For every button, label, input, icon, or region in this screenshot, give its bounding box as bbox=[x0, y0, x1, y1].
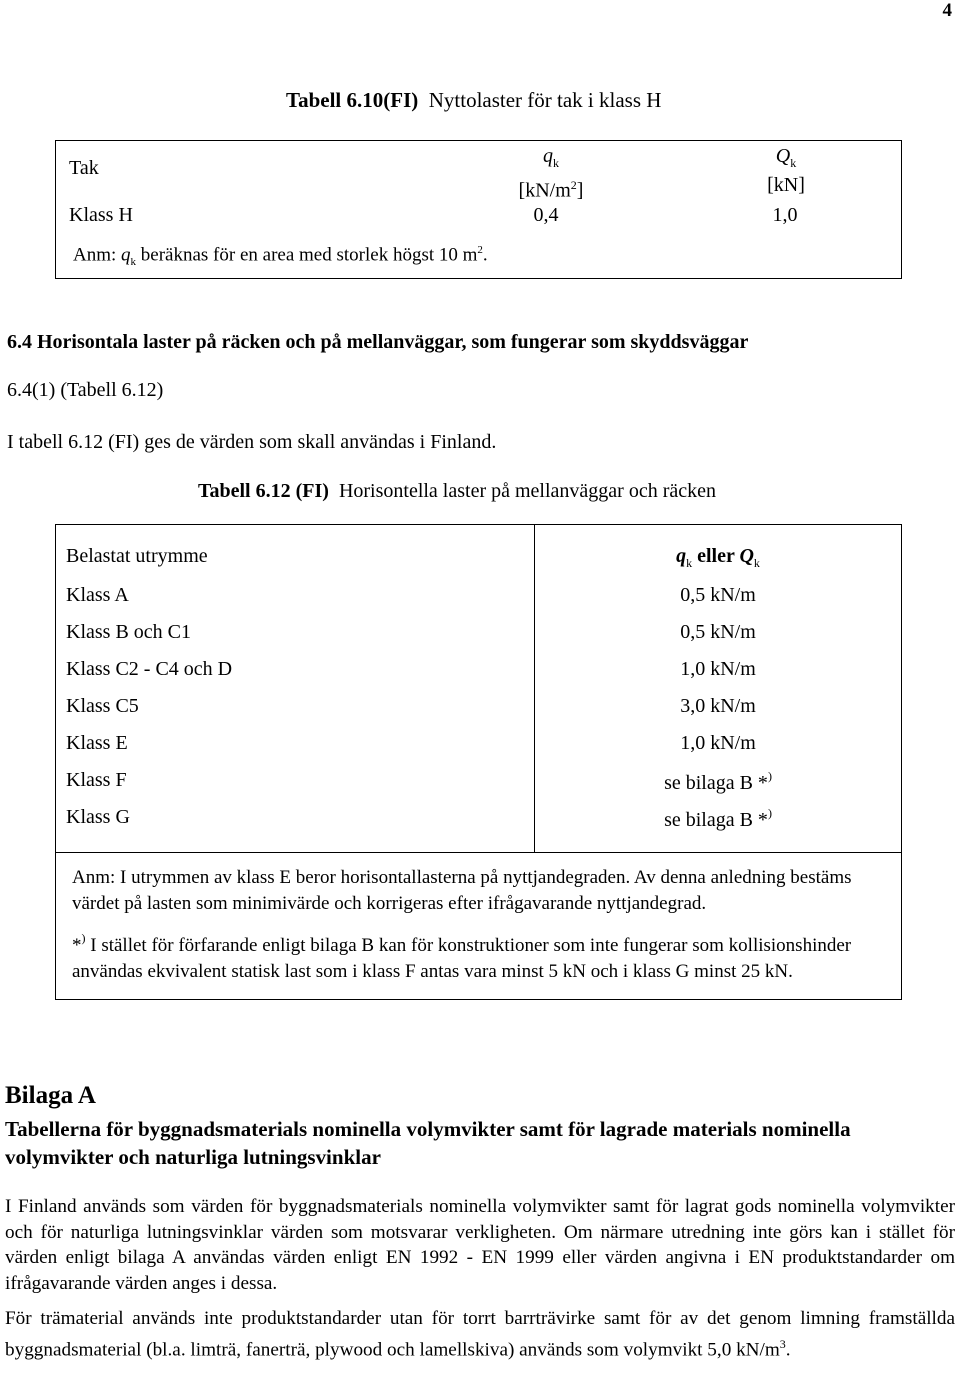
header-belastat-utrymme: Belastat utrymme bbox=[66, 545, 208, 567]
table-6-10-caption bbox=[286, 88, 661, 113]
table-row-label: Klass C2 - C4 och D bbox=[66, 658, 233, 680]
header-qk bbox=[486, 145, 616, 202]
row-divider bbox=[56, 852, 901, 853]
note-text: I stället för förfarande enligt bilaga B kan för konstruktioner som inte fungerar som kollisionshinder användas ekvivalent statisk last som i klass F antas vara minst 5 kN och i klass G minst 25 kN. bbox=[72, 935, 852, 982]
row-klass-h-label: Klass H bbox=[69, 204, 133, 226]
value-sup: ) bbox=[767, 806, 772, 820]
value-text: se bilaga B * bbox=[664, 772, 768, 794]
section-intro: I tabell 6.12 (FI) ges de värden som skall användas i Finland. bbox=[7, 431, 497, 453]
section-reference: 6.4(1) (Tabell 6.12) bbox=[7, 379, 164, 401]
table-row-label: Klass C5 bbox=[66, 695, 139, 717]
paragraph-sup: 3 bbox=[779, 1336, 786, 1351]
note-sup: 2 bbox=[477, 244, 483, 256]
annex-subtitle: Tabellerna för byggnadsmaterials nominella volymvikter samt för lagrade materials nominella volymvikter och naturliga lutningsvinklar bbox=[5, 1117, 851, 1169]
column-divider bbox=[534, 525, 535, 853]
note-text: beräknas för en area med storlek högst 10 m bbox=[136, 244, 478, 266]
row-klass-h-Qk: 1,0 bbox=[772, 204, 798, 226]
table-row-value bbox=[534, 769, 902, 795]
header-Qk bbox=[736, 145, 836, 196]
table-row-label: Klass G bbox=[66, 806, 130, 828]
table-row-value: 1,0 kN/m bbox=[680, 732, 756, 754]
annex-title: Bilaga A bbox=[5, 1082, 96, 1109]
note-symbol: q bbox=[121, 244, 131, 266]
table-caption-text: Nyttolaster för tak i klass H bbox=[428, 88, 662, 112]
table-row-value: 3,0 kN/m bbox=[680, 695, 756, 717]
table-row-label: Klass F bbox=[66, 769, 127, 791]
q-symbol: q bbox=[676, 545, 687, 567]
row-klass-h-qk: 0,4 bbox=[533, 204, 559, 226]
Qk-unit: [kN] bbox=[767, 174, 805, 196]
table-row-label: Klass E bbox=[66, 732, 128, 754]
table-6-12 bbox=[55, 524, 902, 1000]
table-caption-label: Tabell 6.12 (FI) bbox=[198, 480, 329, 502]
table-row-label: Klass B och C1 bbox=[66, 621, 191, 643]
table-6-10 bbox=[55, 140, 902, 279]
qk-unit: [kN/m bbox=[518, 179, 571, 202]
annex-paragraph-2 bbox=[5, 1306, 955, 1362]
Q-sub: k bbox=[753, 556, 760, 570]
header-tak: Tak bbox=[69, 157, 99, 179]
qk-unit-end: ] bbox=[576, 179, 584, 202]
qk-subscript: k bbox=[553, 156, 559, 170]
qk-unit-sup: 2 bbox=[570, 178, 577, 192]
table-note-2 bbox=[72, 925, 898, 985]
table-6-12-caption bbox=[198, 480, 716, 503]
Qk-subscript: k bbox=[790, 156, 797, 170]
header-eller: eller bbox=[692, 545, 740, 567]
table-row-value bbox=[534, 806, 902, 832]
value-text: se bilaga B * bbox=[664, 809, 768, 831]
page-number: 4 bbox=[942, 0, 952, 21]
paragraph-end: . bbox=[785, 1338, 791, 1360]
Qk-symbol: Q bbox=[775, 145, 791, 167]
q-sub: k bbox=[686, 556, 693, 570]
note-mark-sup: ) bbox=[81, 931, 86, 945]
table-caption-text: Horisontella laster på mellanväggar och räcken bbox=[338, 480, 716, 502]
table-row-value: 0,5 kN/m bbox=[680, 621, 756, 643]
qk-symbol: q bbox=[543, 145, 553, 167]
annex-paragraph-1: I Finland används som värden för byggnadsmaterials nominella volymvikter samt för lagrat gods nominella volymvikter och för naturliga lutningsvinklar värden som motsvarar verkligheten. Om närmare utredning inte görs kan i stället för värden enligt bilaga A användas värden enligt EN 1992 - EN 1999 eller värden angivna i EN produktstandarder om ifrågavarande värden anges i dessa. bbox=[5, 1196, 955, 1294]
note-end: . bbox=[482, 244, 488, 266]
note-prefix: Anm: bbox=[73, 244, 122, 266]
header-qk-eller-Qk bbox=[534, 545, 902, 571]
paragraph-text: För trämaterial används inte produktstandarder utan för torrt barrträvirke samt för av det genom limning framställda byggnadsmaterial (bl.a. limträ, fanerträ, plywood och lamellskiva) används som volymvikt 5,0 kN/m bbox=[5, 1308, 955, 1360]
table-row-value: 0,5 kN/m bbox=[680, 584, 756, 606]
table-note-1: Anm: I utrymmen av klass E beror horisontallasterna på nyttjandegraden. Av denna anledning bestäms värdet på lasten som minimivärde och korrigeras efter ifrågavarande nyttjandegrad. bbox=[72, 867, 852, 914]
table-row-value: 1,0 kN/m bbox=[680, 658, 756, 680]
value-sup: ) bbox=[767, 769, 772, 783]
note-mark: * bbox=[72, 935, 82, 956]
Q-symbol: Q bbox=[739, 545, 754, 567]
table-row-label: Klass A bbox=[66, 584, 129, 606]
note-sub: k bbox=[130, 256, 137, 269]
table-6-10-note bbox=[73, 244, 488, 268]
section-heading: 6.4 Horisontala laster på räcken och på mellanväggar, som fungerar som skyddsväggar bbox=[7, 331, 749, 353]
table-caption-label: Tabell 6.10(FI) bbox=[286, 88, 419, 112]
